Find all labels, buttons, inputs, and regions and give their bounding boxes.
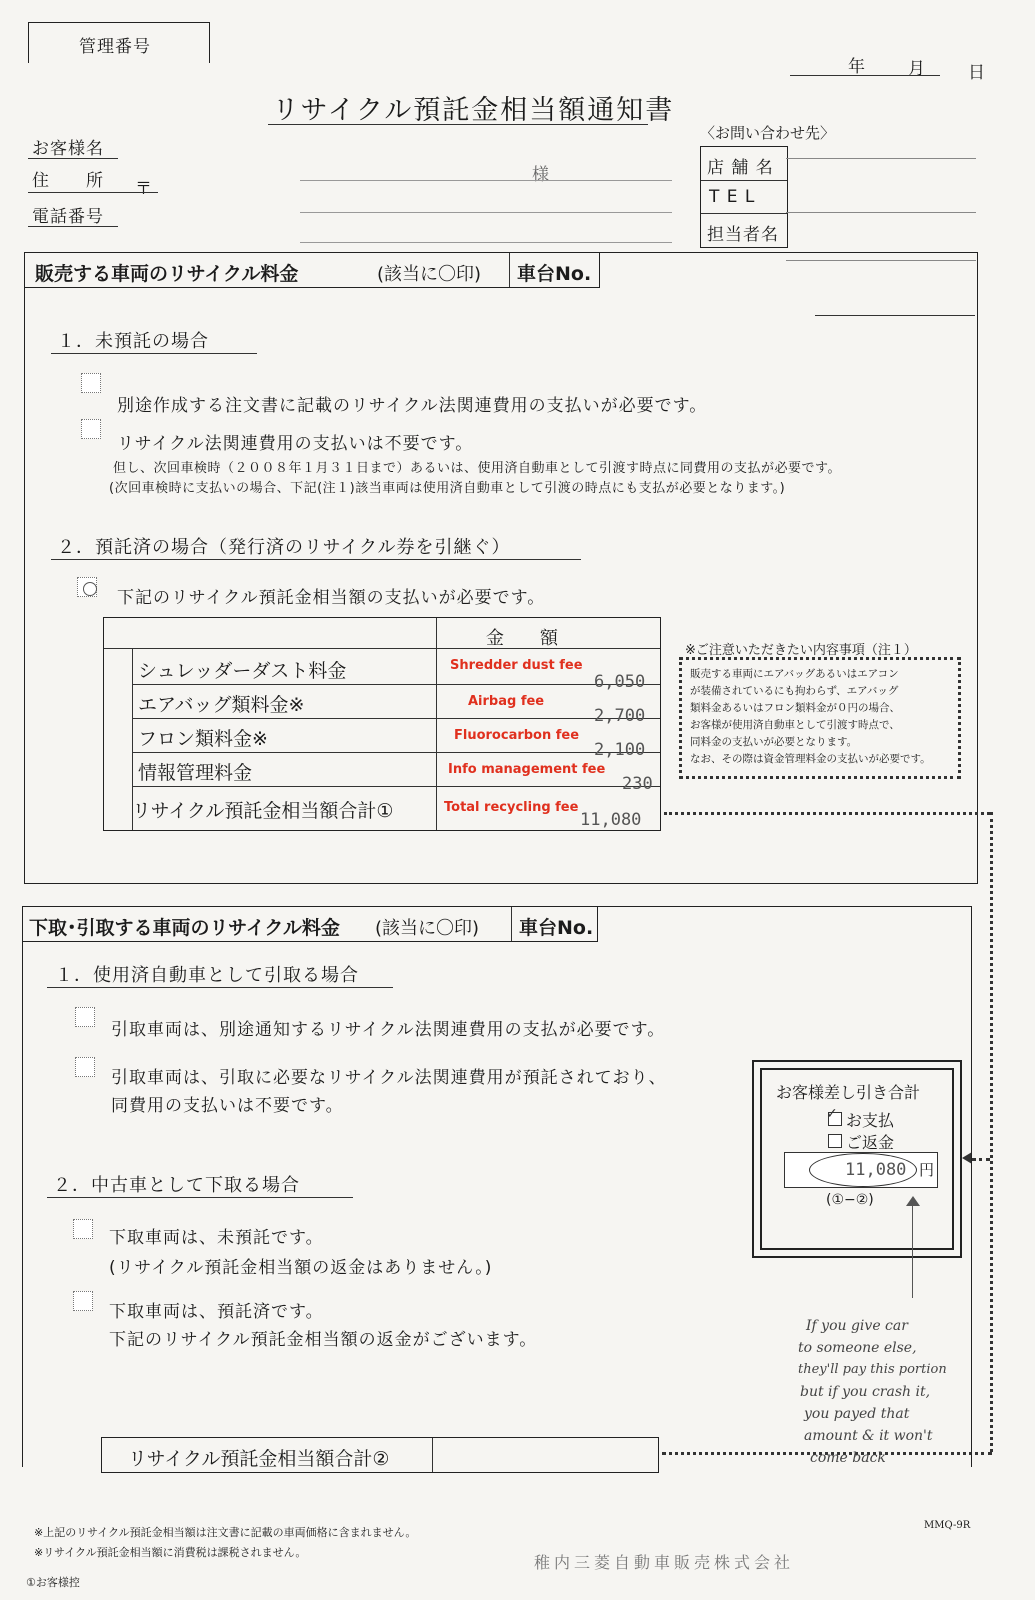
fee-table (103, 617, 661, 831)
section1-opt1-text: 別途作成する注文書に記載のリサイクル法関連費用の支払いが必要です。 (117, 396, 708, 416)
handwritten-note-line: to someone else, (798, 1340, 917, 1356)
summary-refund-checkbox[interactable] (828, 1134, 842, 1148)
fee-row-total-amount: 11,080 (580, 810, 642, 830)
total2-row (101, 1437, 659, 1473)
phone-label: 電話番号 (32, 207, 104, 227)
date-year: 年 (848, 57, 866, 77)
section1-car-no-label: 車台No. (517, 263, 592, 285)
fee-row-total-annotation: Total recycling fee (444, 800, 579, 815)
handwritten-note-line: If you give car (806, 1318, 908, 1334)
footer-copy-label: ①お客様控 (26, 1576, 80, 1589)
section2-opt4-text-b: 下記のリサイクル預託金相当額の返金がございます。 (109, 1330, 538, 1350)
handwritten-note-line: you payed that (804, 1406, 910, 1422)
fee-row-info-annotation: Info management fee (448, 762, 606, 777)
phone-underline (28, 226, 118, 227)
management-number-label: 管理番号 (79, 37, 151, 57)
caution-note-title: ※ご注意いただきたい内容事項（注１） (685, 643, 917, 658)
section2-opt2-text-b: 同費用の支払いは不要です。 (111, 1096, 344, 1116)
handwritten-note-line: they'll pay this portion (798, 1362, 947, 1377)
section-sale-vehicle (24, 252, 978, 884)
section2-circle-note: (該当に〇印) (375, 918, 480, 939)
section2-car-no-label: 車台No. (519, 917, 594, 939)
section1-sub1-title: １．未預託の場合 (57, 331, 209, 352)
fee-row-total-label: リサイクル預託金相当額合計① (132, 800, 394, 822)
tel-field-line[interactable] (786, 212, 976, 213)
arrow-up-icon (906, 1196, 920, 1206)
section1-opt2-checkbox[interactable] (81, 419, 101, 439)
date-month: 月 (908, 59, 926, 79)
fee-row-airbag-label: エアバッグ類料金※ (138, 694, 305, 716)
caution-note-line: お客様が使用済自動車として引渡す時点で、 (690, 719, 900, 731)
caution-note-line: 類料金あるいはフロン類料金が０円の場合、 (690, 702, 900, 714)
section2-opt2-text-a: 引取車両は、引取に必要なリサイクル法関連費用が預託されており、 (111, 1068, 667, 1088)
check-mark-icon: ✓ (826, 1106, 838, 1122)
management-number-box (28, 22, 210, 63)
summary-box (752, 1060, 962, 1258)
summary-yen: 円 (919, 1161, 935, 1179)
handwritten-arrow (912, 1204, 913, 1298)
section2-title: 下取･引取する車両のリサイクル料金 (29, 917, 340, 939)
section2-opt3-text-b: (リサイクル預託金相当額の返金はありません。) (109, 1258, 493, 1278)
postal-mark: 〒 (135, 179, 153, 199)
summary-refund-label: ご返金 (846, 1133, 895, 1152)
fee-row-shredder-amount: 6,050 (594, 672, 646, 692)
caution-note-line: なお、その際は資金管理料金の支払いが必要です。 (690, 753, 931, 765)
section2-opt2-checkbox[interactable] (75, 1057, 95, 1077)
section1-circle-note: (該当に〇印) (377, 264, 482, 285)
fee-row-airbag-amount: 2,700 (594, 706, 646, 726)
connector-dotted (664, 812, 990, 815)
section1-car-no-field[interactable] (815, 315, 975, 316)
caution-note-line: 同料金の支払いが必要となります。 (690, 736, 858, 748)
section1-opt2-note2: (次回車検時に支払いの場合、下記(注１)該当車両は使用済自動車として引渡の時点にも支払が必要となります。) (109, 481, 786, 496)
handwritten-note-line: but if you crash it, (800, 1384, 931, 1400)
handwritten-note-line: come back (810, 1450, 886, 1466)
date-day: 日 (968, 63, 986, 83)
section2-opt3-checkbox[interactable] (73, 1219, 93, 1239)
section1-opt3-text: 下記のリサイクル預託金相当額の支払いが必要です。 (117, 588, 546, 608)
summary-pay-label: お支払 (846, 1111, 895, 1130)
footer-note-2: ※リサイクル預託金相当額に消費税は課税されません。 (34, 1546, 307, 1559)
form-code: MMQ-9R (924, 1520, 971, 1531)
handwritten-note-line: amount & it won't (804, 1428, 933, 1444)
contact-title: 〈お問い合わせ先〉 (700, 124, 836, 142)
caution-note-line: 販売する車両にエアバッグあるいはエアコン (690, 668, 899, 680)
honorific: 様 (532, 165, 550, 185)
section2-sub2-title: ２．中古車として下取る場合 (53, 1175, 300, 1196)
caution-note-line: が装備されているにも拘わらず、エアバッグ (690, 685, 899, 697)
fee-row-shredder-annotation: Shredder dust fee (450, 658, 583, 673)
title-underline (268, 124, 648, 125)
fee-row-airbag-annotation: Airbag fee (468, 694, 545, 709)
summary-title: お客様差し引き合計 (776, 1083, 921, 1102)
address-field-line[interactable] (300, 212, 672, 213)
section2-opt1-text: 引取車両は、別途通知するリサイクル法関連費用の支払が必要です。 (111, 1020, 666, 1040)
caution-note-box (679, 657, 961, 779)
store-field-line[interactable] (786, 158, 976, 159)
section1-header (25, 253, 600, 288)
section2-opt1-checkbox[interactable] (75, 1007, 95, 1027)
fee-row-info-amount: 230 (622, 774, 653, 794)
total2-label: リサイクル預託金相当額合計② (128, 1448, 390, 1470)
fee-table-header: 金 額 (486, 628, 558, 649)
total2-amount-field[interactable] (434, 1438, 658, 1472)
address-label: 住 所 (32, 171, 104, 191)
fee-row-fluorocarbon-amount: 2,100 (594, 740, 646, 760)
name-field-line[interactable] (300, 180, 672, 181)
section1-opt2-note1: 但し、次回車検時（２００８年１月３１日まで）あるいは、使用済自動車として引渡す時点に同費用の支払が必要です。 (113, 461, 841, 476)
date-underline (790, 75, 940, 76)
section1-title: 販売する車両のリサイクル料金 (35, 263, 299, 285)
summary-amount-box (784, 1152, 938, 1188)
company-name: 稚内三菱自動車販売株式会社 (534, 1553, 795, 1572)
document-title: リサイクル預託金相当額通知書 (272, 95, 675, 126)
footer-note-1: ※上記のリサイクル預託金相当額は注文書に記載の車両価格に含まれません。 (34, 1526, 417, 1539)
fee-row-fluorocarbon-annotation: Fluorocarbon fee (454, 728, 580, 743)
customer-name-underline (28, 158, 118, 159)
section2-opt3-text-a: 下取車両は、未預託です。 (109, 1228, 324, 1248)
circle-mark-icon (83, 582, 97, 596)
connector-dotted (990, 812, 993, 1452)
section2-opt4-checkbox[interactable] (73, 1291, 93, 1311)
fee-row-fluorocarbon-label: フロン類料金※ (138, 728, 268, 750)
address-underline (28, 192, 158, 193)
phone-field-line[interactable] (300, 242, 672, 243)
connector-dotted (972, 1158, 990, 1161)
fee-row-shredder-label: シュレッダーダスト料金 (138, 660, 347, 682)
section2-sub1-title: １．使用済自動車として引取る場合 (55, 965, 359, 986)
summary-amount: 11,080 (845, 1160, 907, 1180)
section2-header (23, 907, 598, 942)
staff-label: 担当者名 (707, 225, 779, 245)
summary-formula: (①−②) (826, 1192, 874, 1208)
section1-opt1-checkbox[interactable] (81, 373, 101, 393)
section1-opt2-text: リサイクル法関連費用の支払いは不要です。 (117, 434, 474, 454)
section1-sub2-title: ２．預託済の場合（発行済のリサイクル券を引継ぐ） (57, 537, 511, 558)
fee-row-info-label: 情報管理料金 (138, 762, 253, 784)
customer-name-label: お客様名 (32, 139, 104, 159)
tel-label: T E L (709, 187, 756, 207)
contact-box (700, 146, 788, 248)
section2-opt4-text-a: 下取車両は、預託済です。 (109, 1302, 324, 1322)
store-label: 店 舗 名 (707, 158, 774, 178)
